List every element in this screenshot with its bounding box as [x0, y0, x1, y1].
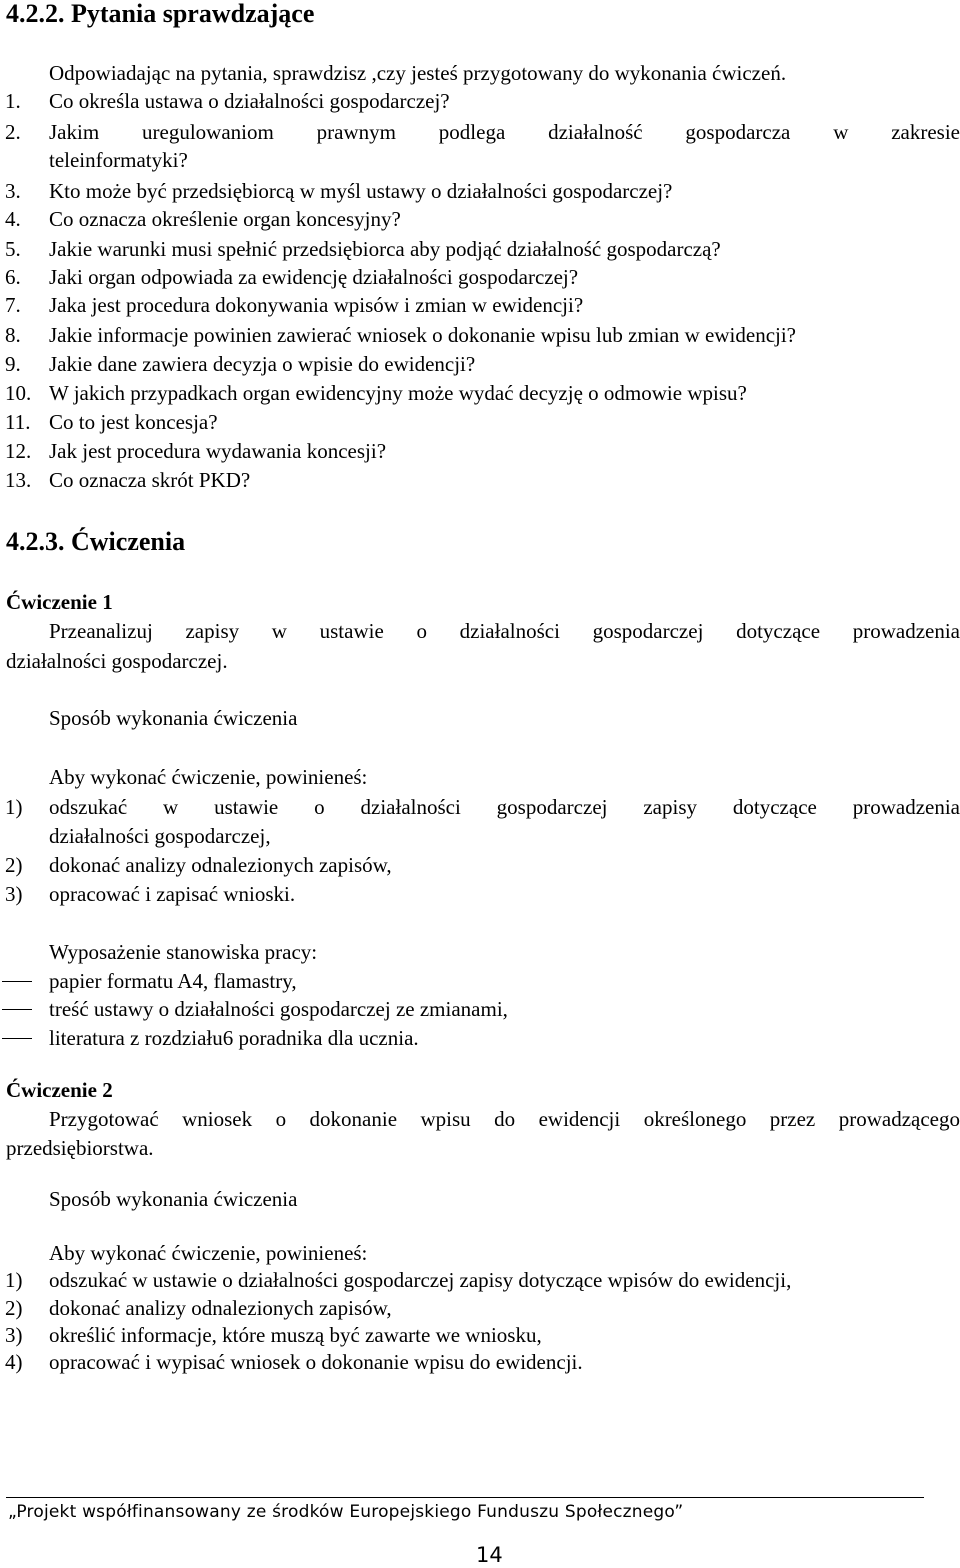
- list-text: opracować i wypisać wniosek o dokonanie wpisu do ewidencji.: [49, 1350, 583, 1374]
- list-number: 11.: [5, 410, 31, 434]
- list-number: 2): [5, 1296, 23, 1320]
- list-number: 1): [5, 1268, 23, 1292]
- exercise-1-task-continuation: działalności gospodarczej.: [6, 649, 228, 673]
- exercise-1-task: Przeanalizuj zapisy w ustawie o działalności gospodarczej dotyczące prowadzenia: [49, 619, 960, 643]
- section-heading-422: 4.2.2. Pytania sprawdzające: [6, 0, 315, 28]
- list-text: opracować i zapisać wnioski.: [49, 882, 296, 906]
- exercise-2-title: Ćwiczenie 2: [6, 1078, 113, 1102]
- list-number: 3): [5, 1323, 23, 1347]
- list-number: 10.: [5, 381, 32, 405]
- list-text-continuation: działalności gospodarczej,: [49, 824, 271, 848]
- footer-funding-note: „Projekt współfinansowany ze środków Europejskiego Funduszu Społecznego”: [8, 1502, 684, 1522]
- list-text: Jaki organ odpowiada za ewidencję działalności gospodarczej?: [49, 265, 579, 289]
- list-text: Co oznacza określenie organ koncesyjny?: [49, 207, 401, 231]
- dash-bullet: [2, 1009, 32, 1010]
- exercise-1-method-title: Sposób wykonania ćwiczenia: [49, 706, 298, 730]
- list-number: 7.: [5, 293, 21, 317]
- list-number: 4): [5, 1350, 23, 1374]
- list-text: literatura z rozdziału6 poradnika dla ucznia.: [49, 1026, 419, 1050]
- page-number: 14: [476, 1543, 503, 1567]
- list-text: Jakie informacje powinien zawierać wniosek o dokonanie wpisu lub zmian w ewidencji?: [49, 323, 797, 347]
- list-text: określić informacje, które muszą być zawarte we wniosku,: [49, 1323, 542, 1347]
- exercise-1-title: Ćwiczenie 1: [6, 590, 113, 614]
- list-number: 3): [5, 882, 23, 906]
- list-number: 5.: [5, 237, 21, 261]
- list-text: W jakich przypadkach organ ewidencyjny może wydać decyzję o odmowie wpisu?: [49, 381, 747, 405]
- list-text: treść ustawy o działalności gospodarczej ze zmianami,: [49, 997, 508, 1021]
- list-number: 12.: [5, 439, 32, 463]
- list-text: Jak jest procedura wydawania koncesji?: [49, 439, 387, 463]
- list-text: dokonać analizy odnalezionych zapisów,: [49, 853, 392, 877]
- dash-bullet: [2, 981, 32, 982]
- section-heading-423: 4.2.3. Ćwiczenia: [6, 527, 186, 556]
- list-text: papier formatu A4, flamastry,: [49, 969, 297, 993]
- list-text: Jakim uregulowaniom prawnym podlega działalność gospodarcza w zakresie: [49, 120, 960, 144]
- list-number: 13.: [5, 468, 32, 492]
- list-number: 1.: [5, 89, 21, 113]
- list-text: Jakie warunki musi spełnić przedsiębiorca aby podjąć działalność gospodarczą?: [49, 237, 721, 261]
- list-text: Jaka jest procedura dokonywania wpisów i zmian w ewidencji?: [49, 293, 584, 317]
- list-number: 8.: [5, 323, 21, 347]
- questions-intro: Odpowiadając na pytania, sprawdzisz ,czy jesteś przygotowany do wykonania ćwiczeń.: [49, 61, 787, 85]
- list-number: 6.: [5, 265, 21, 289]
- list-text: Kto może być przedsiębiorcą w myśl ustawy o działalności gospodarczej?: [49, 179, 673, 203]
- list-number: 3.: [5, 179, 21, 203]
- list-number: 2): [5, 853, 23, 877]
- exercise-1-steps-intro: Aby wykonać ćwiczenie, powinieneś:: [49, 765, 368, 789]
- list-number: 9.: [5, 352, 21, 376]
- dash-bullet: [2, 1038, 32, 1039]
- list-text: Co to jest koncesja?: [49, 410, 218, 434]
- list-number: 1): [5, 795, 23, 819]
- footer-rule: [6, 1497, 924, 1498]
- exercise-2-method-title: Sposób wykonania ćwiczenia: [49, 1187, 298, 1211]
- list-number: 4.: [5, 207, 21, 231]
- list-number: 2.: [5, 120, 21, 144]
- list-text: dokonać analizy odnalezionych zapisów,: [49, 1296, 392, 1320]
- equipment-title: Wyposażenie stanowiska pracy:: [49, 940, 318, 964]
- list-text: Co oznacza skrót PKD?: [49, 468, 251, 492]
- list-text: odszukać w ustawie o działalności gospodarczej zapisy dotyczące prowadzenia: [49, 795, 960, 819]
- exercise-2-steps-intro: Aby wykonać ćwiczenie, powinieneś:: [49, 1241, 368, 1265]
- list-text: Jakie dane zawiera decyzja o wpisie do ewidencji?: [49, 352, 476, 376]
- list-text: Co określa ustawa o działalności gospodarczej?: [49, 89, 450, 113]
- exercise-2-task: Przygotować wniosek o dokonanie wpisu do ewidencji określonego przez prowadzącego: [49, 1107, 960, 1131]
- list-text: odszukać w ustawie o działalności gospodarczej zapisy dotyczące wpisów do ewidencji,: [49, 1268, 792, 1292]
- list-text-continuation: teleinformatyki?: [49, 148, 188, 172]
- exercise-2-task-continuation: przedsiębiorstwa.: [6, 1136, 154, 1160]
